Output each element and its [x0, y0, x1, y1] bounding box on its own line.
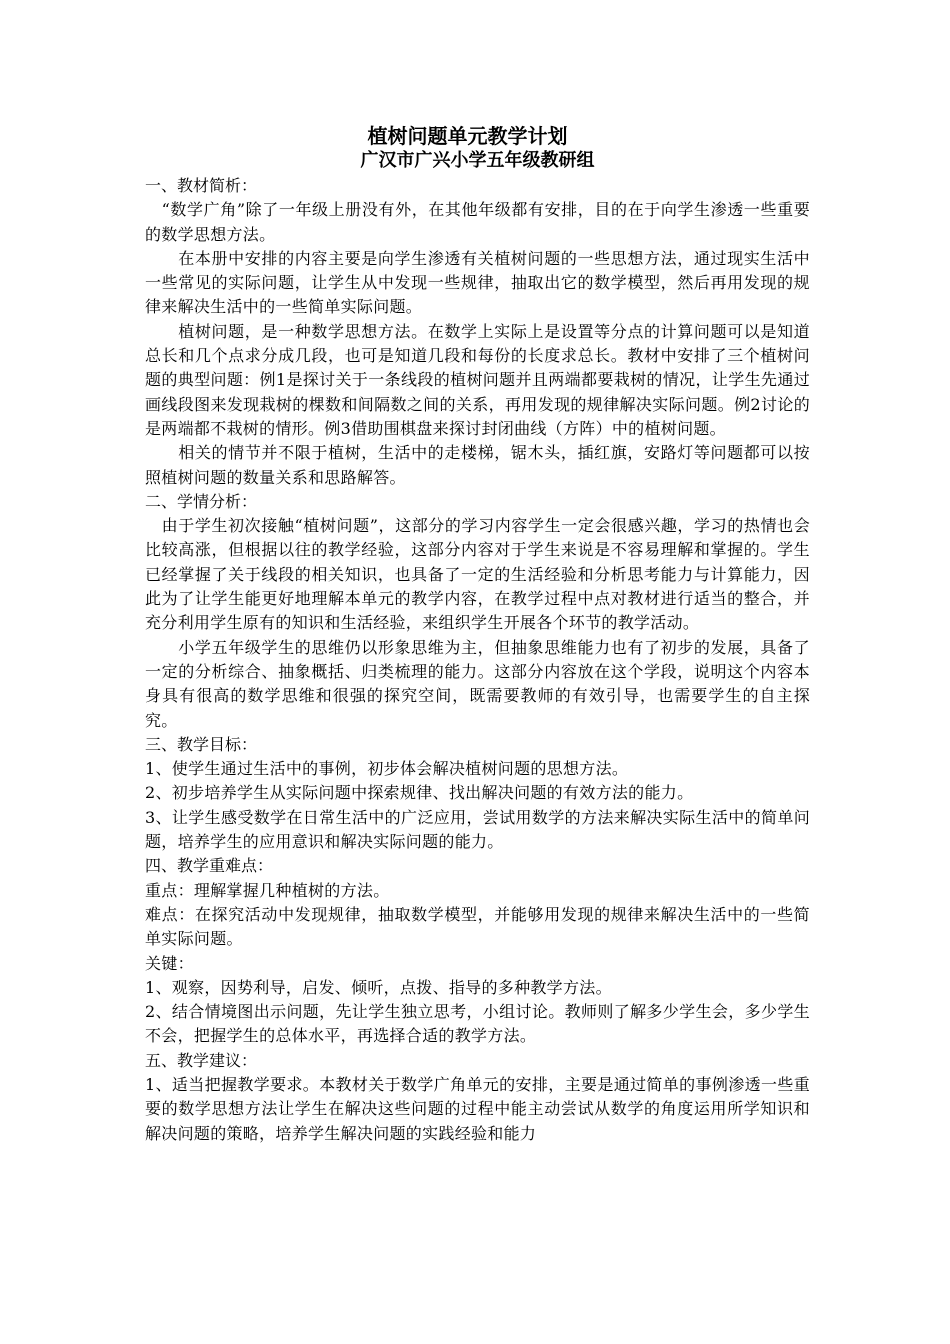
- paragraph: 在本册中安排的内容主要是向学生渗透有关植树问题的一些思想方法，通过现实生活中一些常见的实际问题，让学生从中发现一些规律，抽取出它的数学模型，然后再用发现的规律来解决生活中的一些简单实际问题。: [145, 248, 810, 317]
- list-item: 2、结合情境图出示问题，先让学生独立思考，小组讨论。教师则了解多少学生会，多少学生不会，把握学生的总体水平，再选择合适的教学方法。: [145, 1002, 810, 1046]
- paragraph: 小学五年级学生的思维仍以形象思维为主，但抽象思维能力也有了初步的发展，具备了一定的分析综合、抽象概括、归类梳理的能力。这部分内容放在这个学段，说明这个内容本身具有很高的数学思维和很强的探究空间，既需要教师的有效引导，也需要学生的自主探究。: [145, 637, 810, 730]
- paragraph: “数学广角”除了一年级上册没有外，在其他年级都有安排，目的在于向学生渗透一些重要的数学思想方法。: [145, 200, 810, 244]
- section-heading: 五、教学建议：: [145, 1050, 258, 1070]
- document-subtitle: 广汉市广兴小学五年级教研组: [360, 150, 595, 171]
- list-item: 1、适当把握教学要求。本教材关于数学广角单元的安排，主要是通过简单的事例渗透一些重要的数学思想方法让学生在解决这些问题的过程中能主动尝试从数学的角度运用所学知识和解决问题的策略，培养学生解决问题的实践经验和能力: [145, 1074, 810, 1143]
- section-heading: 二、学情分析：: [145, 491, 258, 511]
- list-item: 1、使学生通过生活中的事例，初步体会解决植树问题的思想方法。: [145, 759, 629, 779]
- section-heading: 四、教学重难点：: [145, 856, 274, 876]
- section-heading: 一、教材简析：: [145, 176, 258, 195]
- paragraph: 重点：理解掌握几种植树的方法。: [145, 880, 390, 900]
- document-page: [145, 124, 810, 1146]
- document-title: 植树问题单元教学计划: [367, 124, 568, 148]
- paragraph: 难点：在探究活动中发现规律，抽取数学模型，并能够用发现的规律来解决生活中的一些简单实际问题。: [145, 904, 810, 949]
- paragraph: 相关的情节并不限于植树，生活中的走楼梯，锯木头，插红旗，安路灯等问题都可以按照植树问题的数量关系和思路解答。: [145, 443, 810, 487]
- paragraph: 关键：: [145, 953, 194, 973]
- paragraph: 植树问题，是一种数学思想方法。在数学上实际上是设置等分点的计算问题可以是知道总长和几个点求分成几段，也可是知道几段和每份的长度求总长。教材中安排了三个植树问题的典型问题：例1是探讨关于一条线段的植树问题并且两端都要栽树的情况，让学生先通过画线段图来发现栽树的棵数和间隔数之间的关系，再用发现的规律解决实际问题。例2讨论的是两端都不栽树的情形。例3借助围棋盘来探讨封闭曲线（方阵）中的植树问题。: [145, 321, 810, 438]
- list-item: 1、观察，因势利导，启发、倾听，点拨、指导的多种教学方法。: [145, 977, 612, 997]
- list-item: 3、让学生感受数学在日常生活中的广泛应用，尝试用数学的方法来解决实际生活中的简单问题，培养学生的应用意识和解决实际问题的能力。: [145, 807, 810, 852]
- list-item: 2、初步培养学生从实际问题中探索规律、找出解决问题的有效方法的能力。: [145, 783, 694, 803]
- section-heading: 三、教学目标：: [145, 734, 258, 754]
- paragraph: 由于学生初次接触“植树问题”，这部分的学习内容学生一定会很感兴趣，学习的热情也会比较高涨，但根据以往的教学经验，这部分内容对于学生来说是不容易理解和掌握的。学生已经掌握了关于线段的相关知识，也具备了一定的生活经验和分析思考能力与计算能力，因此为了让学生能更好地理解本单元的教学内容，在教学过程中点对教材进行适当的整合，并充分利用学生原有的知识和生活经验，来组织学生开展各个环节的教学活动。: [145, 516, 810, 633]
